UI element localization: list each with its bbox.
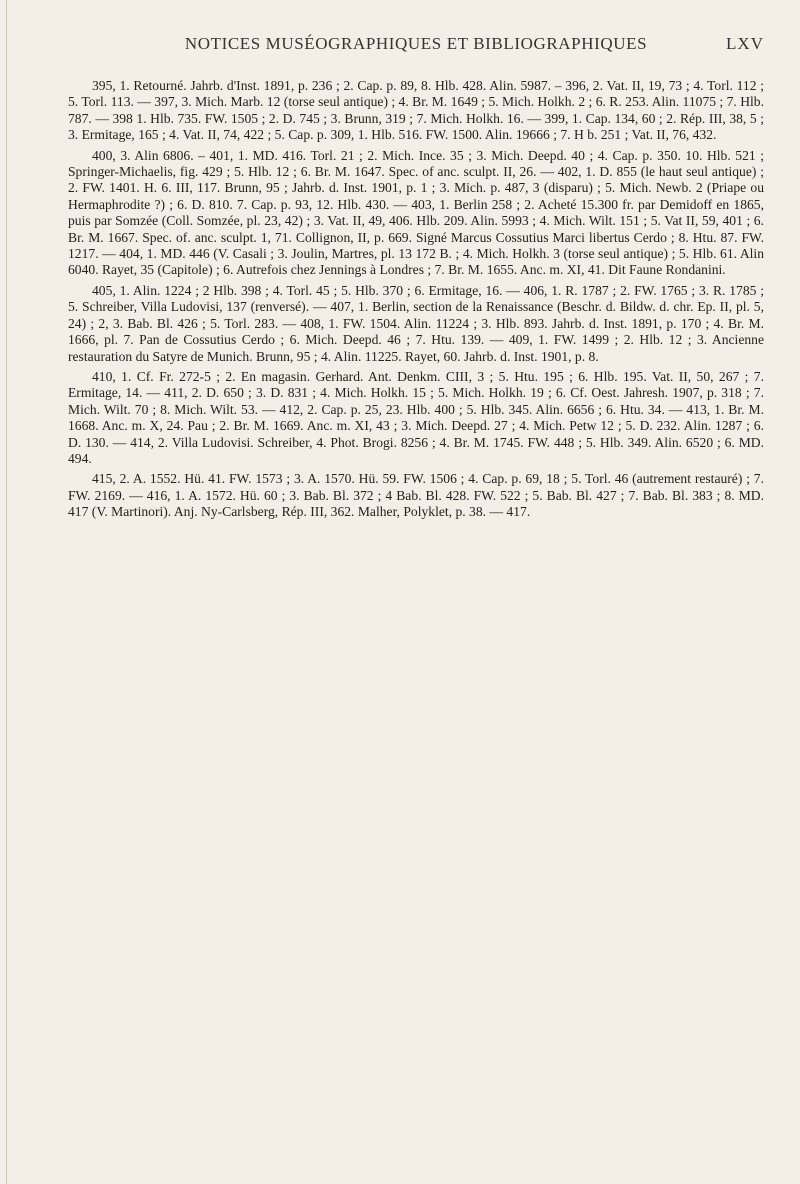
note-paragraph: 400, 3. Alin 6806. – 401, 1. MD. 416. Torl. 21 ; 2. Mich. Ince. 35 ; 3. Mich. Deepd. 40 ; 4. Cap. p. 350. 10. Hlb. 521 ; Springer-Michaelis, fig. 429 ; 5. Hlb. 12 ; 6. Br. M. 1647. Spec. of anc. sculpt. II, 26. — 402, 1. D. 855 (le haut seul antique) ; 2. FW. 1401. H. 6. III, 117. Brunn, 95 ; Jahrb. d. Inst. 1901, p. 1 ; 3. Mich. p. 487, 3 (disparu) ; 5. Mich. Newb. 2 (Priape ou Hermaphrodite ?) ; 6. D. 810. 7. Cap. p. 93, 12. Hlb. 430. — 403, 1. Berlin 258 ; 2. Acheté 15.300 fr. par Demidoff en 1865, puis par Somzée (Coll. Somzée, pl. 23, 42) ; 3. Vat. II, 49, 406. Hlb. 209. Alin. 5993 ; 4. Mich. Wilt. 151 ; 5. Vat II, 59, 401 ; 6. Br. M. 1667. Spec. of. anc. sculpt. 1, 71. Collignon, II, p. 669. Signé Marcus Cossutius Marci libertus Cerdo ; 8. Htu. 87. FW. 1217. — 404, 1. MD. 446 (V. Casali ; 3. Joulin, Martres, pl. 13 172 B. ; 4. Mich. Holkh. 3 (torse seul antique) ; 5. Hlb. 61. Alin 6040. Rayet, 35 (Capitole) ; 6. Autrefois chez Jennings à Londres ; 7. Br. M. 1655. Anc. m. XI, 41. Dit Faune Rondanini.: [68, 147, 764, 278]
notes-body: [68, 78, 764, 525]
note-paragraph: 410, 1. Cf. Fr. 272-5 ; 2. En magasin. Gerhard. Ant. Denkm. CIII, 3 ; 5. Htu. 195 ; 6. Hlb. 195. Vat. II, 50, 267 ; 7. Ermitage, 14. — 411, 2. D. 650 ; 3. D. 831 ; 4. Mich. Holkh. 15 ; 5. Mich. Holkh. 19 ; 6. Cf. Oest. Jahresh. 1907, p. 318 ; 7. Mich. Wilt. 70 ; 8. Mich. Wilt. 53. — 412, 2. Cap. p. 25, 23. Hlb. 400 ; 5. Hlb. 345. Alin. 6656 ; 6. Htu. 34. — 413, 1. Br. M. 1668. Anc. m. X, 24. Pau ; 2. Br. M. 1669. Anc. m. XI, 43 ; 3. Mich. Deepd. 27 ; 4. Mich. Petw 12 ; 5. D. 232. Alin. 1287 ; 6. D. 130. — 414, 2. Villa Ludovisi. Schreiber, 4. Phot. Brogi. 8256 ; 4. Br. M. 1745. FW. 448 ; 5. Hlb. 349. Alin. 6520 ; 6. MD. 494.: [68, 368, 764, 466]
header-title: NOTICES MUSÉOGRAPHIQUES ET BIBLIOGRAPHIQUES: [184, 34, 648, 53]
page-number: LXV: [726, 34, 764, 53]
running-header: [68, 34, 764, 54]
page-edge-line: [6, 0, 7, 1184]
note-paragraph: 395, 1. Retourné. Jahrb. d'Inst. 1891, p. 236 ; 2. Cap. p. 89, 8. Hlb. 428. Alin. 5987. – 396, 2. Vat. II, 19, 73 ; 4. Torl. 112 ; 5. Torl. 113. — 397, 3. Mich. Marb. 12 (torse seul antique) ; 4. Br. M. 1649 ; 5. Mich. Holkh. 2 ; 6. R. 253. Alin. 11075 ; 7. Hlb. 787. — 398 1. Hlb. 735. FW. 1505 ; 2. D. 745 ; 3. Brunn, 319 ; 7. Mich. Holkh. 16. — 399, 1. Cap. 134, 60 ; 2. Rép. III, 38, 5 ; 3. Ermitage, 165 ; 4. Vat. II, 74, 422 ; 5. Cap. p. 309, 1. Hlb. 516. FW. 1500. Alin. 19666 ; 7. H b. 251 ; Vat. II, 76, 432.: [68, 78, 764, 143]
note-paragraph: 415, 2. A. 1552. Hü. 41. FW. 1573 ; 3. A. 1570. Hü. 59. FW. 1506 ; 4. Cap. p. 69, 18 ; 5. Torl. 46 (autrement restauré) ; 7. FW. 2169. — 416, 1. A. 1572. Hü. 60 ; 3. Bab. Bl. 372 ; 4 Bab. Bl. 428. FW. 522 ; 5. Bab. Bl. 427 ; 7. Bab. Bl. 383 ; 8. MD. 417 (V. Martinori). Anj. Ny-Carlsberg, Rép. III, 362. Malher, Polyklet, p. 38. — 417.: [68, 471, 764, 520]
note-paragraph: 405, 1. Alin. 1224 ; 2 Hlb. 398 ; 4. Torl. 45 ; 5. Hlb. 370 ; 6. Ermitage, 16. — 406, 1. R. 1787 ; 2. FW. 1765 ; 3. R. 1785 ; 5. Schreiber, Villa Ludovisi, 137 (renversé). — 407, 1. Berlin, section de la Renaissance (Beschr. d. Bildw. d. chr. Ep. II, pl. 5, 24) ; 2, 3. Bab. Bl. 426 ; 5. Torl. 283. — 408, 1. FW. 1504. Alin. 11224 ; 3. Hlb. 893. Jahrb. d. Inst. 1891, p. 170 ; 4. Br. M. 1666, pl. 7. Pan de Cossutius Cerdo ; 6. Mich. Deepd. 46 ; 7. Htu. 139. — 409, 1. FW. 1499 ; 2. Hlb. 12 ; 3. Ancienne restauration du Satyre de Munich. Brunn, 95 ; 4. Alin. 11225. Rayet, 60. Jahrb. d. Inst. 1901, p. 8.: [68, 282, 764, 364]
